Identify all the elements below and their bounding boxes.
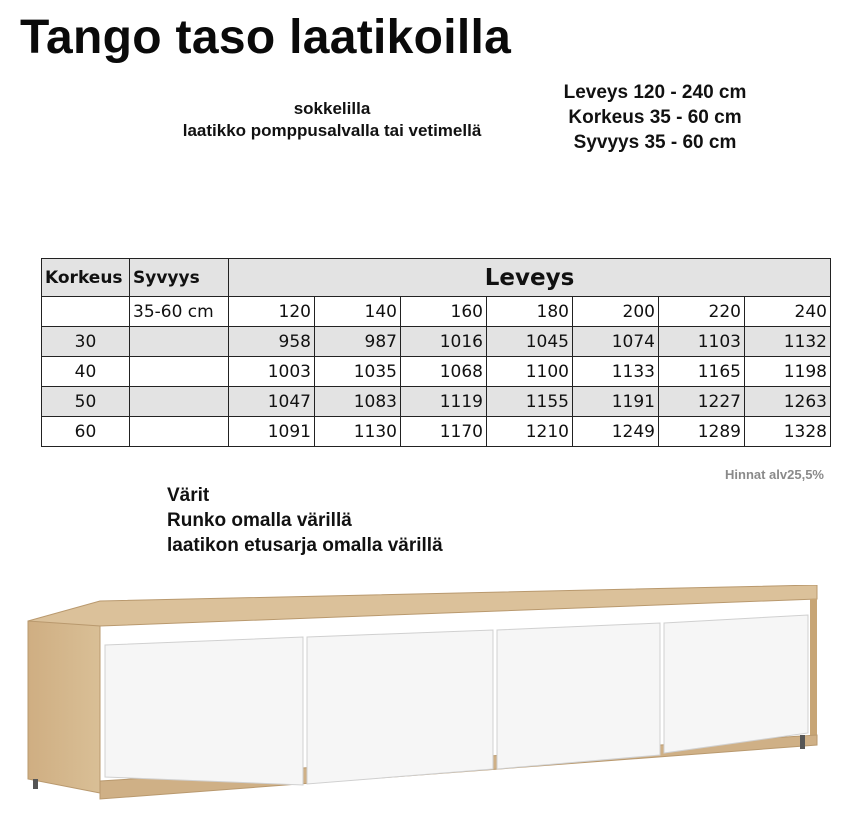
price-cell: 1100 [487,357,573,387]
width-range: Leveys 120 - 240 cm [563,82,747,103]
price-cell: 1035 [315,357,401,387]
price-cell: 1083 [315,387,401,417]
header-depth: Syvyys [130,259,229,297]
depth-value: 35-60 cm [130,297,229,327]
price-cell: 1227 [659,387,745,417]
empty-cell [42,297,130,327]
table-row [42,357,831,387]
feature-line: laatikko pomppusalvalla tai vetimellä [182,121,482,140]
feature-line: sokkelilla [293,99,371,118]
drawer-front [664,615,808,753]
price-cell: 958 [229,327,315,357]
right-panel [810,599,817,737]
table-row [42,417,831,447]
price-cell: 1047 [229,387,315,417]
table-row [42,327,831,357]
price-cell: 1155 [487,387,573,417]
price-cell: 1045 [487,327,573,357]
foot [800,735,805,749]
table-row [42,387,831,417]
width-row [42,297,831,327]
header-row [42,259,831,297]
drawer-front [105,637,303,785]
color-info [167,483,443,558]
empty-cell [130,387,229,417]
tv-stand-illustration [0,585,846,810]
empty-cell [130,327,229,357]
width-cell: 220 [659,297,745,327]
price-cell: 1210 [487,417,573,447]
price-cell: 1263 [745,387,831,417]
colors-heading: Värit [167,485,210,506]
price-cell: 1328 [745,417,831,447]
width-cell: 240 [745,297,831,327]
price-cell: 1132 [745,327,831,357]
product-features [122,98,542,142]
drawer-front [497,623,660,769]
width-cell: 160 [401,297,487,327]
price-cell: 1130 [315,417,401,447]
price-cell: 1103 [659,327,745,357]
height-cell: 30 [42,327,130,357]
empty-cell [130,357,229,387]
height-cell: 60 [42,417,130,447]
price-cell: 1170 [401,417,487,447]
price-cell: 1068 [401,357,487,387]
price-cell: 1289 [659,417,745,447]
price-cell: 1091 [229,417,315,447]
left-panel [28,621,100,793]
price-cell: 1133 [573,357,659,387]
page-title: Tango taso laatikoilla [20,11,512,64]
price-cell: 1003 [229,357,315,387]
price-cell: 1249 [573,417,659,447]
height-cell: 50 [42,387,130,417]
price-cell: 987 [315,327,401,357]
price-cell: 1074 [573,327,659,357]
depth-range: Syvyys 35 - 60 cm [573,132,737,153]
drawer-front [307,630,493,784]
price-table [41,258,831,447]
height-range: Korkeus 35 - 60 cm [568,107,742,128]
header-width: Leveys [229,259,831,297]
price-note: Hinnat alv25,5% [725,467,824,482]
width-cell: 180 [487,297,573,327]
empty-cell [130,417,229,447]
foot [33,779,38,789]
price-cell: 1198 [745,357,831,387]
header-height: Korkeus [42,259,130,297]
price-cell: 1191 [573,387,659,417]
front-color-line: laatikon etusarja omalla värillä [167,535,443,556]
width-cell: 200 [573,297,659,327]
height-cell: 40 [42,357,130,387]
price-cell: 1119 [401,387,487,417]
dimension-ranges [520,80,790,155]
price-cell: 1016 [401,327,487,357]
width-cell: 120 [229,297,315,327]
width-cell: 140 [315,297,401,327]
frame-color-line: Runko omalla värillä [167,510,352,531]
price-cell: 1165 [659,357,745,387]
